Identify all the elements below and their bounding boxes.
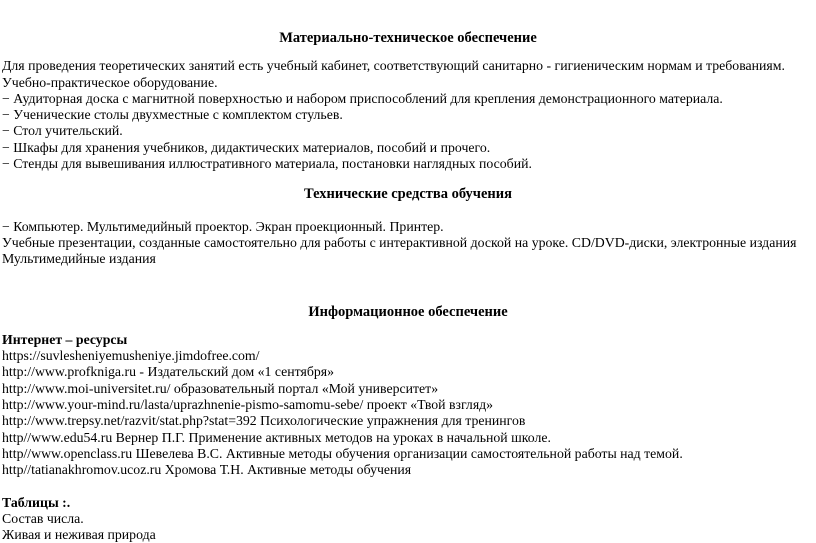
link-openclass: http//www.openclass.ru Шевелева В.С. Активные методы обучения организации самостоятельной работы над темой.: [2, 445, 683, 461]
heading-material-technical: Материально-техническое обеспечение: [279, 30, 537, 46]
table-item-number-composition: Состав числа.: [2, 510, 84, 526]
list-item-cabinets: − Шкафы для хранения учебников, дидактических материалов, пособий и прочего.: [2, 139, 491, 155]
list-item-computer: − Компьютер. Мультимедийный проектор. Экран проекционный. Принтер.: [2, 218, 444, 234]
subheading-tables: Таблицы :.: [2, 494, 71, 510]
paragraph-multimedia: Мультимедийные издания: [2, 251, 156, 267]
list-item-desks: − Ученические столы двухместные с комплектом стульев.: [2, 107, 343, 123]
list-item-board: − Аудиторная доска с магнитной поверхностью и набором приспособлений для крепления демонстрационного материала.: [2, 90, 723, 106]
link-trepsy: http://www.trepsy.net/razvit/stat.php?stat=392 Психологические упражнения для тренингов: [2, 413, 526, 429]
paragraph-intro: Для проведения теоретических занятий есть учебный кабинет, соответствующий санитарно - гигиеническим нормам и требованиям.: [2, 58, 785, 74]
table-item-nature: Живая и неживая природа: [2, 527, 156, 543]
link-moi-universitet: http://www.moi-universitet.ru/ образовательный портал «Мой университет»: [2, 380, 439, 396]
heading-technical-means: Технические средства обучения: [304, 186, 512, 203]
link-edu54: http//www.edu54.ru Вернер П.Г. Применение активных методов на уроках в начальной школе.: [2, 429, 551, 445]
link-tatianakhromov: http//tatianakhromov.ucoz.ru Хромова Т.Н. Активные методы обучения: [2, 462, 412, 478]
link-profkniga: http://www.profkniga.ru - Издательский дом «1 сентября»: [2, 364, 335, 380]
link-your-mind: http://www.your-mind.ru/lasta/uprazhnenie-pismo-samomu-sebe/ проект «Твой взгляд»: [2, 397, 494, 413]
link-jimdofree: https://suvlesheniyemusheniye.jimdofree.com/: [2, 348, 260, 364]
heading-information-support: Информационное обеспечение: [308, 303, 508, 320]
list-item-teacher-desk: − Стол учительский.: [2, 123, 123, 139]
paragraph-equipment: Учебно-практическое оборудование.: [2, 74, 218, 90]
list-item-stands: − Стенды для вывешивания иллюстративного материала, постановки наглядных пособий.: [2, 156, 532, 172]
subheading-internet-resources: Интернет – ресурсы: [2, 331, 128, 347]
paragraph-presentations: Учебные презентации, созданные самостоятельно для работы с интерактивной доской на уроке. CD/DVD-диски, электронные издания: [2, 234, 797, 250]
